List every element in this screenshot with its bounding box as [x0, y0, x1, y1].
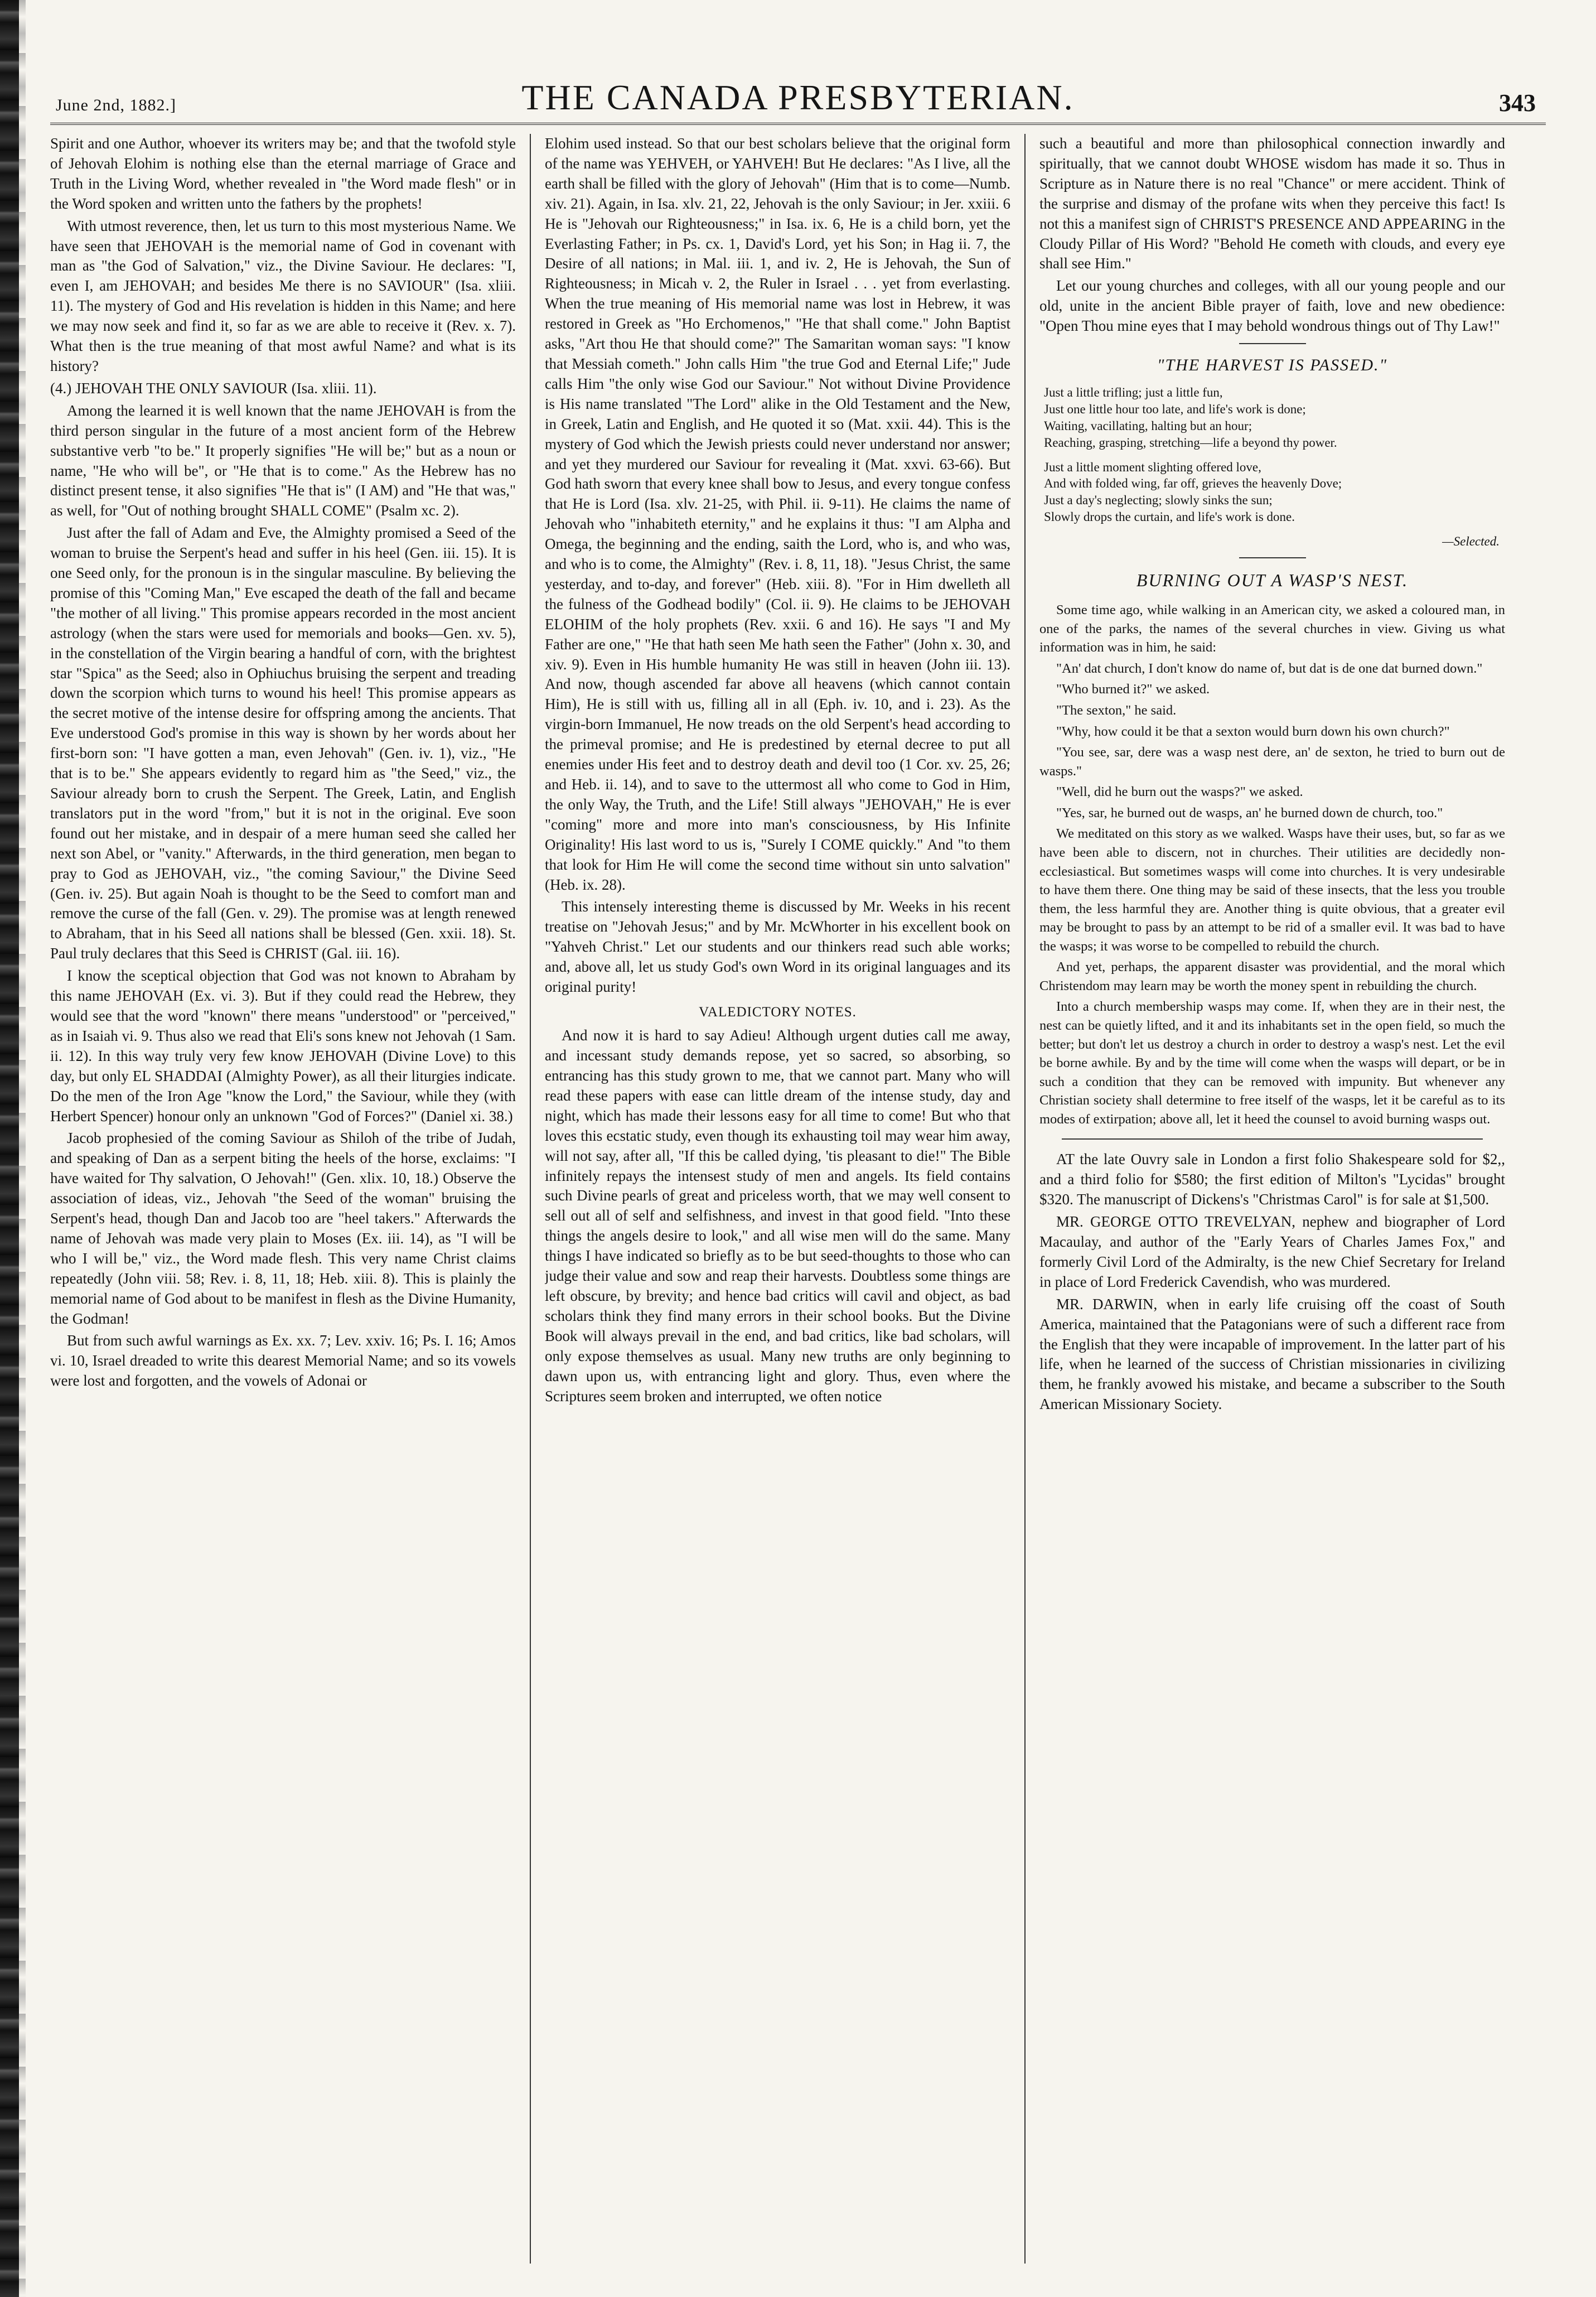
divider — [1239, 343, 1306, 344]
paragraph: "Who burned it?" we asked. — [1056, 682, 1210, 697]
paragraph: I know the sceptical objection that God was not known to Abraham by this name JEHOVAH (Ex. vi. 3). But if they could read the Hebrew, they would see that the word "known" there means "understood" or "perceived," as in Isaiah vi. 9. Thus also we read that Eli's sons knew not Jehovah (1 Sam. ii. 12). In this way truly very few know JEHOVAH (Divine Love) to this day, but only EL SHADDAI (Almighty Power), as all their liturgies indicate. Do the men of the Iron Age "know the Lord," the Saviour, while they (with Herbert Spencer) honour only an unknown "God of Forces?" (Daniel xi. 38.) — [50, 967, 516, 1125]
divider — [1239, 557, 1306, 558]
news-note: MR. GEORGE OTTO TREVELYAN, nephew and biographer of Lord Macaulay, and author of the "Early Years of Charles James Fox," and formerly Civil Lord of the Admiralty, is the new Chief Secretary for Ireland in place of Lord Frederick Cavendish, who was murdered. — [1039, 1213, 1505, 1290]
column-2 — [545, 134, 1010, 2264]
poem-line: Just a little trifling; just a little fun, — [1044, 385, 1223, 399]
article-columns — [50, 134, 1546, 2264]
paragraph: And now it is hard to say Adieu! Although urgent duties call me away, and incessant study demands repose, yet so sacred, so absorbing, so entrancing has this study grown to me, that we cannot part. Many who will read these papers with ease can little dream of the intense study, day and night, which has made their lessons easy for all time to come! But who that loves this ecstatic study, even though its exhausting toil may wear him away, will not say, after all, "If this be called dying, 'tis pleasant to die!" The Bible infinitely repays the intensest study of men and angels. Its field contains such Divine pearls of great and priceless worth, that we may well consent to sell out all of self and selfishness, and invest in that good field. "Into these things the angels desire to look," and all wise men will do the same. Many things I have indicated so briefly as to be but seed-thoughts to those who can judge their value and sow and reap their harvests. Doubtless some things are left obscure, by brevity; and hence bad critics will cavil and object, as bad scholars think they find many errors in their school books. But the Divine Book will always prevail in the end, and bad critics, like bad scholars, will only expose themselves as usual. Many new truths are only beginning to dawn upon us, with entrancing light and glory. Thus, even where the Scriptures seem broken and interrupted, we often notice — [545, 1027, 1010, 1405]
poem-line: Just a day's neglecting; slowly sinks the sun; — [1044, 493, 1273, 508]
poem-line: Waiting, vacillating, halting but an hour; — [1044, 418, 1252, 433]
column-divider — [530, 134, 531, 2264]
issue-date: June 2nd, 1882.] — [56, 96, 176, 114]
column-3 — [1039, 134, 1505, 2264]
paragraph: Spirit and one Author, whoever its writers may be; and that the twofold style of Jehovah Elohim is nothing else than the eternal marriage of Grace and Truth in the Living Word, whether revealed in "the Word made flesh" or in the Word spoken and written unto the fathers by the prophets! — [50, 135, 516, 212]
poem-credit: —Selected. — [1442, 534, 1500, 549]
poem-line: And with folded wing, far off, grieves the heavenly Dove; — [1044, 476, 1342, 491]
news-note: MR. DARWIN, when in early life cruising off the coast of South America, maintained that the Patagonians were of such a different race from the English that they were incapable of improvement. In the latter part of his life, when he learned of the success of Christian missionaries in civilizing them, he frankly avowed his mistake, and became a subscriber to the South American Missionary Society. — [1039, 1295, 1505, 1413]
page-header — [50, 73, 1546, 125]
poem-stanza — [1044, 459, 1505, 526]
paragraph: Just after the fall of Adam and Eve, the Almighty promised a Seed of the woman to bruise the Serpent's head and suffer in his heel (Gen. iii. 15). It is one Seed only, for the pronoun is in the singular masculine. By believing the promise of this "Coming Man," Eve escaped the death of the fall and became "the mother of all living." This promise appears recorded in the most ancient astrology (when the stars were used for memorials and books—Gen. xv. 5), in the constellation of the Virgin bearing a handful of corn, with the brightest star "Spica" as the Seed; also in Ophiuchus bruising the serpent and treading down the scorpion which turns to wound his heel! This promise appears as the secret motive of the intense desire for offspring among the ancients. That Eve understood God's promise in this way is shown by her words about her first-born son: "I have gotten a man, even Jehovah" (Gen. iv. 1), viz., "He that is to be." She appears evidently to regard him as "the Seed," viz., the Saviour already born to crush the Serpent. The Greek, Latin, and English translators put in the word "from," but it is not in the original. Eve soon found out her mistake, and in despair of a mere human seed she called her next son Abel, or "vanity." Afterwards, in the third generation, men began to pray to God as JEHOVAH, viz., "the coming Saviour," the Divine Seed (Gen. iv. 25). But again Noah is thought to be the Seed to comfort man and remove the curse of the fall (Gen. v. 29). The promise was at length renewed to Abraham, that in his Seed all nations shall be blessed (Gen. xxii. 18). St. Paul truly declares that this Seed is CHRIST (Gal. iii. 16). — [50, 524, 516, 962]
paragraph: And yet, perhaps, the apparent disaster was providential, and the moral which Christendom may learn may be worth the money spent in rebuilding the church. — [1039, 959, 1505, 993]
paragraph: We meditated on this story as we walked. Wasps have their uses, but, so far as we have been able to discern, not in churches. Their utilities are decidedly non-ecclesiastical. But sometimes wasps will come into churches. It is very undesirable to have them there. One thing may be said of these insects, that the less you trouble them, the less harmful they are. Another thing is quite obvious, that a greater evil may be brought to pass by an attempt to be rid of a smaller evil. It was bad to have the wasps; it was worse to be compelled to rebuild the church. — [1039, 826, 1505, 954]
poem-line: Slowly drops the curtain, and life's work is done. — [1044, 510, 1295, 524]
paragraph: Some time ago, while walking in an American city, we asked a coloured man, in one of the parks, the names of the several churches in view. Giving us what information was in him, he said: — [1039, 602, 1505, 655]
news-note: AT the late Ouvry sale in London a first folio Shakespeare sold for $2,, and a third folio for $580; the first edition of Milton's "Lycidas" brought $320. The manuscript of Dickens's "Christmas Carol" is for sale at $1,500. — [1039, 1151, 1505, 1208]
poem-stanza — [1044, 384, 1505, 451]
poem-line: Reaching, grasping, stretching—life a beyond thy power. — [1044, 435, 1337, 450]
paragraph: "Yes, sar, he burned out de wasps, an' he burned down de church, too." — [1056, 805, 1443, 821]
divider — [1062, 1138, 1483, 1140]
paragraph: "An' dat church, I don't know do name of, but dat is de one dat burned down." — [1056, 660, 1483, 676]
poem-line: Just one little hour too late, and life's work is done; — [1044, 402, 1306, 416]
poem-title: "THE HARVEST IS PASSED." — [1157, 356, 1388, 375]
paragraph: Jacob prophesied of the coming Saviour as Shiloh of the tribe of Judah, and speaking of Dan as a serpent biting the heels of the horse, exclaims: "I have waited for Thy salvation, O Jehovah!" (Gen. xlix. 10, 18.) Observe the association of ideas, viz., Jehovah "the Seed of the woman" bruising the Serpent's head, though Dan and Jacob too are "heel takers." Afterwards the name of Jehovah was made very plain to Moses (Ex. iii. 14), as "I will be who I will be," viz., the Word made flesh. This very name Christ claims repeatedly (John viii. 58; Rev. i. 8, 11, 18; Heb. xiii. 8). This is plainly the memorial name of God about to be manifest in flesh as the Divine Humanity, the Godman! — [50, 1130, 516, 1327]
paragraph: Among the learned it is well known that the name JEHOVAH is from the third person singular in the future of a most ancient form of the Hebrew substantive verb "to be." It properly signifies "He will be;" but as a noun or name, "He who will be", or "He that is to come." As the Hebrew has no distinct present tense, it also signifies "He that is" (I AM) and "He that was," as well, for "Out of nothing brought SHALL COME" (Psalm xc. 2). — [50, 402, 516, 519]
paragraph: "Well, did he burn out the wasps?" we asked. — [1056, 784, 1303, 800]
scan-binding-edge — [0, 0, 19, 2297]
paragraph: "Why, how could it be that a sexton would burn down his own church?" — [1056, 723, 1450, 739]
paragraph: Into a church membership wasps may come. If, when they are in their nest, the nest can be quietly lifted, and it and its inhabitants set in the open field, so much the better; but don't let us destroy a church in order to destroy a wasp's nest. Let the evil be borne awhile. By and by the time will come when the wasps will depart, or be in such a condition that they can be removed with impunity. But whenever any Christian society shall determine to free itself of the wasps, let it be careful as to its modes of extirpation; above all, let it heed the counsel to avoid burning wasps out. — [1039, 999, 1505, 1127]
article-title: BURNING OUT A WASP'S NEST. — [1136, 570, 1409, 590]
scan-shadow — [19, 0, 26, 2297]
paragraph: With utmost reverence, then, let us turn to this most mysterious Name. We have seen that JEHOVAH is the memorial name of God in covenant with man as "the God of Salvation," viz., the Divine Saviour. He declares: "I, even I, am JEHOVAH; and besides Me there is no SAVIOUR" (Isa. xliii. 11). The mystery of God and His revelation is hidden in this Name; and here we may now seek and find it, so far as we are able to receive it (Rev. x. 7). What then is the true meaning of that most awful Name? and what is its history? — [50, 217, 516, 374]
wasp-article — [1039, 601, 1505, 1128]
paragraph: This intensely interesting theme is discussed by Mr. Weeks in his recent treatise on "Jehovah Jesus;" and by Mr. McWhorter in his excellent book on "Yahveh Christ." Let our students and our thinkers read such able works; and, above all, let us study God's own Word in its original languages and its original purity! — [545, 898, 1010, 996]
paragraph: such a beautiful and more than philosophical connection inwardly and spiritually, that we cannot doubt WHOSE wisdom has made it so. Thus in Scripture as in Nature there is no real "Chance" or mere accident. Think of the surprise and dismay of the profane wits when they perceive this fact! Is not this a manifest sign of CHRIST'S PRESENCE AND APPEARING in the Cloudy Pillar of His Word? "Behold He cometh with clouds, and every eye shall see Him." — [1039, 135, 1505, 272]
paragraph: Elohim used instead. So that our best scholars believe that the original form of the name was YEHVEH, or YAHVEH! But He declares: "As I live, all the earth shall be filled with the glory of Jehovah" (Him that is to come—Numb. xiv. 21). Again, in Isa. xlv. 21, 22, Jehovah is the only Saviour; in Jer. xxiii. 6 He is "Jehovah our Righteousness;" in Isa. ix. 6, He is a child born, yet the Everlasting Father; in Ps. cx. 1, David's Lord, yet his Son; in Hag ii. 7, the Desire of all nations; in Mal. iii. 1, and iv. 2, He is Jehovah, the Sun of Righteousness; in Micah v. 2, the Ruler in Israel . . . yet from everlasting. When the true meaning of His memorial name was lost in Hebrew, it was restored in Greek as "Ho Erchomenos," "He that shall come." John Baptist asks, "Art thou He that should come?" The Samaritan woman says: "I know that Messiah cometh." John calls Him "the true God and Eternal Life;" Jude calls Him "the only wise God our Saviour." Not without Divine Providence is His name translated "The Lord" alike in the Old Testament and the New, in Greek, Latin and English, and He quoted it so (Mat. xxii. 44). This is the mystery of God which the Jewish priests could never understand nor answer; and yet they murdered our Saviour for revealing it (Mat. xxvi. 63-66). But God hath sworn that every knee shall bow to Jesus, and every tongue confess that He is Lord (Isa. xlv. 21-25, with Phil. ii. 9-11). He claims the name of Jehovah who "inhabiteth eternity," and he explains it thus: "I am Alpha and Omega, the beginning and the ending, saith the Lord, who is, and who was, and who is to come, the Almighty" (Rev. i. 8, 11, 18). "Jesus Christ, the same yesterday, and to-day, and forever" (Heb. xiii. 8). "For in Him dwelleth all the fulness of the Godhead bodily" (Col. ii. 9). He claims to be JEHOVAH ELOHIM of the holy prophets (Rev. xxii. 6 and 16). He says "I and My Father are one," "He that hath seen Me hath seen the Father" (John x. 30, and xiv. 9). Even in His humble humanity He was still in heaven (John iii. 13). And now, though ascended far above all heavens (which cannot contain Him), He is still with us, filling all in all (Eph. iv. 10, and i. 23). As the virgin-born Immanuel, He now treads on the old Serpent's head according to the primeval promise; and He is predestined by eternal decree to put all enemies under His feet and to destroy death and devil too (1 Cor. xv. 25, 26; and Heb. ii. 14), and to save to the uttermost all who come to God in Him, the only Way, the Truth, and the Life! Still always "JEHOVAH," He is ever "coming" more and more into man's consciousness, by His Infinite Originality! His last word to us is, "Surely I COME quickly." And "to them that look for Him He will come the second time without sin unto salvation" (Heb. ix. 28). — [545, 135, 1010, 893]
newspaper-title: THE CANADA PRESBYTERIAN. — [521, 78, 1075, 117]
paragraph: "The sexton," he said. — [1056, 703, 1177, 718]
page-number: 343 — [1499, 89, 1536, 117]
paragraph: But from such awful warnings as Ex. xx. 7; Lev. xxiv. 16; Ps. I. 16; Amos vi. 10, Israel dreaded to write this dearest Memorial Name; and so its vowels were lost and forgotten, and the vowels of Adonai or — [50, 1332, 516, 1389]
valedictory-heading: VALEDICTORY NOTES. — [699, 1004, 857, 1020]
column-1 — [50, 134, 516, 2264]
section-heading: (4.) JEHOVAH THE ONLY SAVIOUR (Isa. xliii. 11). — [50, 379, 377, 397]
poem-line: Just a little moment slighting offered love, — [1044, 460, 1261, 474]
paragraph: "You see, sar, dere was a wasp nest dere, an' de sexton, he tried to burn out de wasps." — [1039, 745, 1505, 779]
paragraph: Let our young churches and colleges, with all our young people and our old, unite in the ancient Bible prayer of faith, love and new obedience: "Open Thou mine eyes that I may behold wondrous things out of Thy Law!" — [1039, 277, 1505, 335]
column-divider — [1024, 134, 1026, 2264]
